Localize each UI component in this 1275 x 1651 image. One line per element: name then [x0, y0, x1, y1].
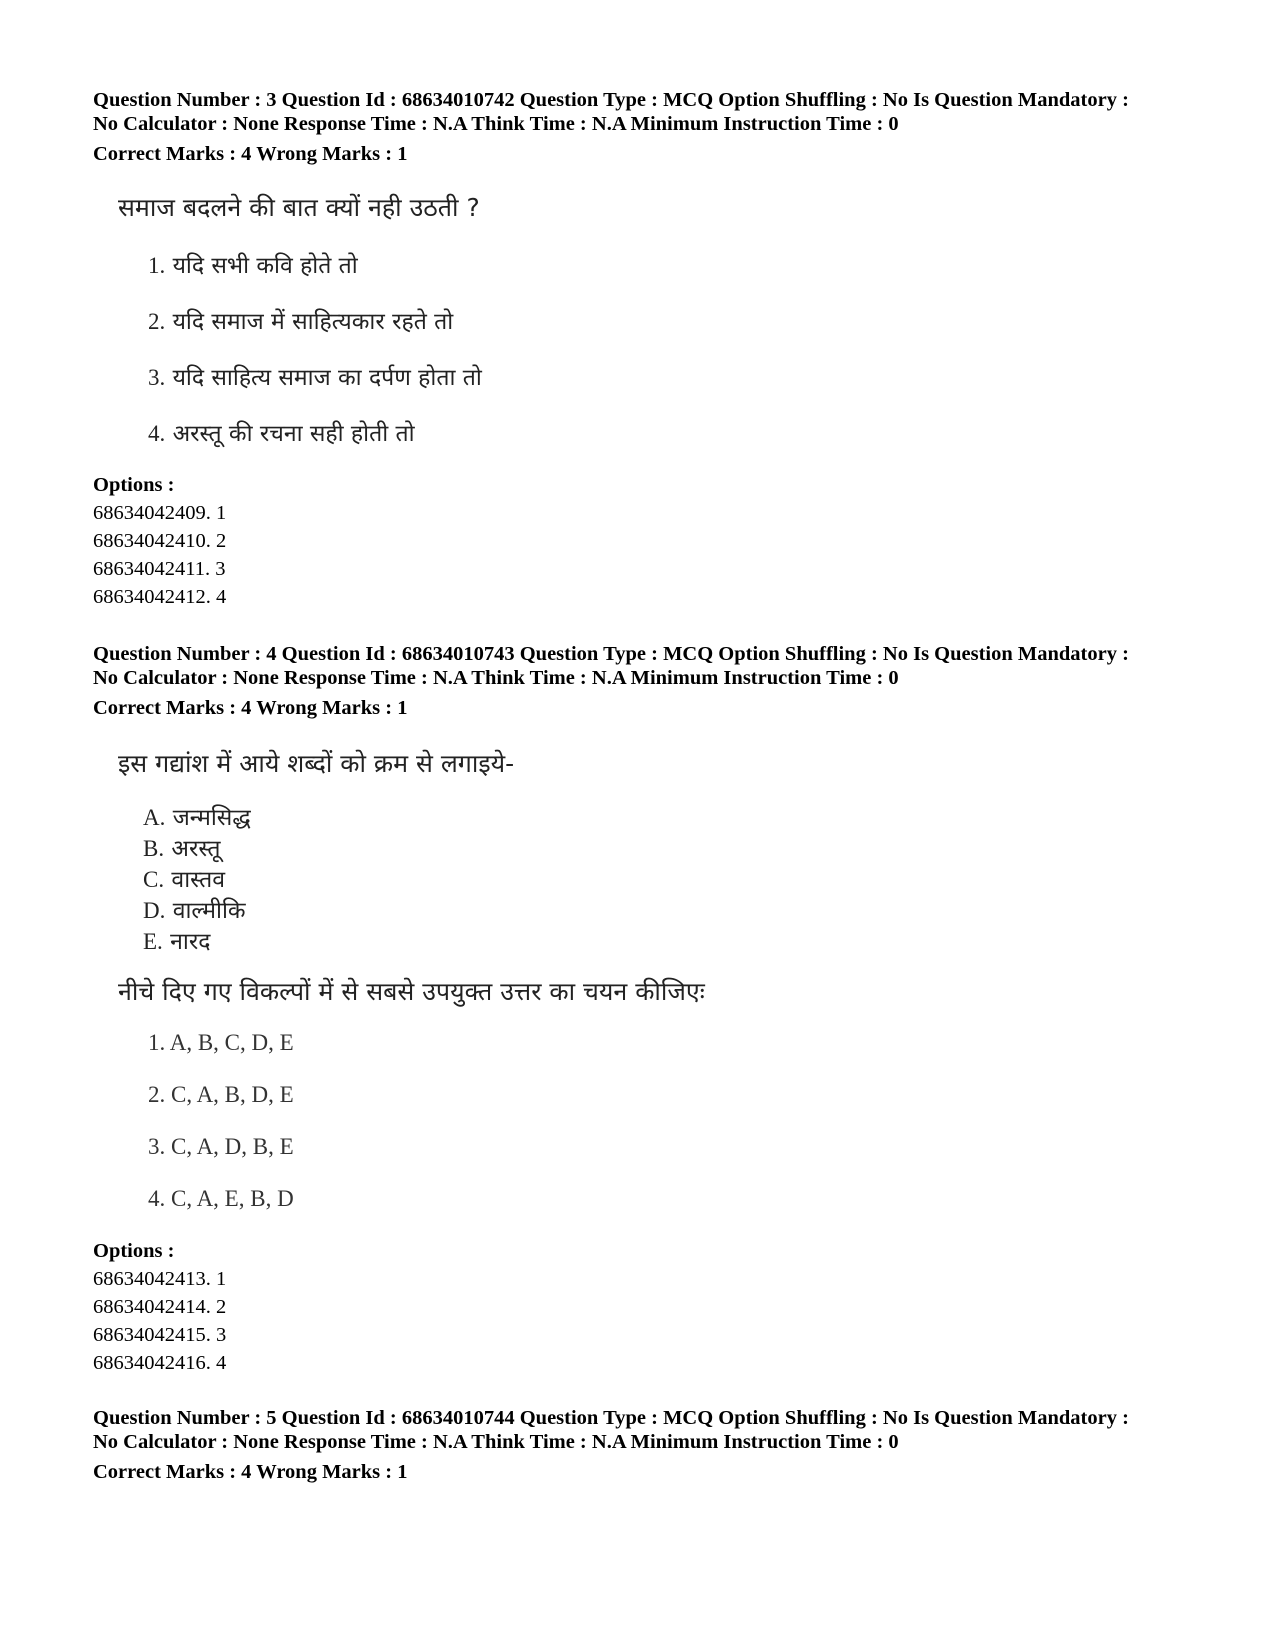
question-3-options-label: Options : — [93, 474, 175, 496]
question-4-choice-3: 3. C, A, D, B, E — [148, 1134, 294, 1159]
question-5-header — [93, 1406, 1203, 1484]
question-4-choice-1: 1. A, B, C, D, E — [148, 1030, 294, 1055]
item-text: वाल्मीकि — [172, 898, 246, 924]
question-4-option-3: 68634042415. 3 — [93, 1324, 227, 1346]
question-3-choice-2 — [148, 304, 453, 336]
choice-number: 1. — [148, 253, 166, 278]
item-letter: C. — [143, 867, 165, 892]
question-4-choice-4: 4. C, A, E, B, D — [148, 1186, 294, 1211]
question-4-choice-2: 2. C, A, B, D, E — [148, 1082, 294, 1107]
item-text: अरस्तू — [171, 836, 221, 862]
question-4-item-b — [143, 831, 220, 863]
question-3-header — [93, 88, 1203, 166]
question-4-item-d — [143, 893, 246, 925]
question-4-option-1: 68634042413. 1 — [93, 1268, 227, 1290]
question-3-choice-1 — [148, 248, 358, 280]
question-4-header — [93, 642, 1203, 720]
choice-text: यदि सभी कवि होते तो — [172, 253, 358, 279]
question-3-option-4: 68634042412. 4 — [93, 586, 227, 608]
question-3-option-1: 68634042409. 1 — [93, 502, 227, 524]
question-meta-line-2: No Calculator : None Response Time : N.A Think Time : N.A Minimum Instruction Time : 0 — [93, 667, 899, 689]
question-meta-line-1: Question Number : 4 Question Id : 68634010743 Question Type : MCQ Option Shuffling : No Is Question Mandatory : — [93, 643, 1129, 665]
question-4-item-a — [143, 800, 251, 832]
question-3-choice-4 — [148, 416, 415, 448]
question-marks: Correct Marks : 4 Wrong Marks : 1 — [93, 143, 408, 165]
choice-number: 4. — [148, 421, 166, 446]
item-text: नारद — [170, 929, 211, 955]
question-meta-line-1: Question Number : 5 Question Id : 68634010744 Question Type : MCQ Option Shuffling : No Is Question Mandatory : — [93, 1407, 1129, 1429]
question-meta-line-1: Question Number : 3 Question Id : 68634010742 Question Type : MCQ Option Shuffling : No Is Question Mandatory : — [93, 89, 1129, 111]
question-4-option-2: 68634042414. 2 — [93, 1296, 227, 1318]
question-4-instruction: नीचे दिए गए विकल्पों में से सबसे उपयुक्त उत्तर का चयन कीजिएः — [118, 977, 705, 1006]
choice-text: अरस्तू की रचना सही होती तो — [172, 421, 415, 447]
choice-number: 2. — [148, 309, 166, 334]
question-4-option-4: 68634042416. 4 — [93, 1352, 227, 1374]
item-letter: A. — [143, 805, 166, 830]
question-4-item-c — [143, 862, 225, 894]
question-3-choice-3 — [148, 360, 482, 392]
question-4-stem: इस गद्यांश में आये शब्दों को क्रम से लगाइये- — [118, 749, 515, 778]
question-meta-line-2: No Calculator : None Response Time : N.A Think Time : N.A Minimum Instruction Time : 0 — [93, 1431, 899, 1453]
item-text: वास्तव — [171, 867, 225, 893]
choice-text: यदि समाज में साहित्यकार रहते तो — [172, 309, 454, 335]
question-3-stem: समाज बदलने की बात क्यों नही उठती ? — [118, 193, 480, 222]
question-4-options-label: Options : — [93, 1240, 175, 1262]
item-text: जन्मसिद्ध — [172, 805, 251, 831]
item-letter: E. — [143, 929, 163, 954]
question-3-option-3: 68634042411. 3 — [93, 558, 226, 580]
choice-number: 3. — [148, 365, 166, 390]
choice-text: यदि साहित्य समाज का दर्पण होता तो — [172, 365, 482, 391]
question-meta-line-2: No Calculator : None Response Time : N.A Think Time : N.A Minimum Instruction Time : 0 — [93, 113, 899, 135]
question-3-option-2: 68634042410. 2 — [93, 530, 227, 552]
item-letter: B. — [143, 836, 165, 861]
item-letter: D. — [143, 898, 166, 923]
question-4-item-e — [143, 924, 210, 956]
question-marks: Correct Marks : 4 Wrong Marks : 1 — [93, 1461, 408, 1483]
question-marks: Correct Marks : 4 Wrong Marks : 1 — [93, 697, 408, 719]
